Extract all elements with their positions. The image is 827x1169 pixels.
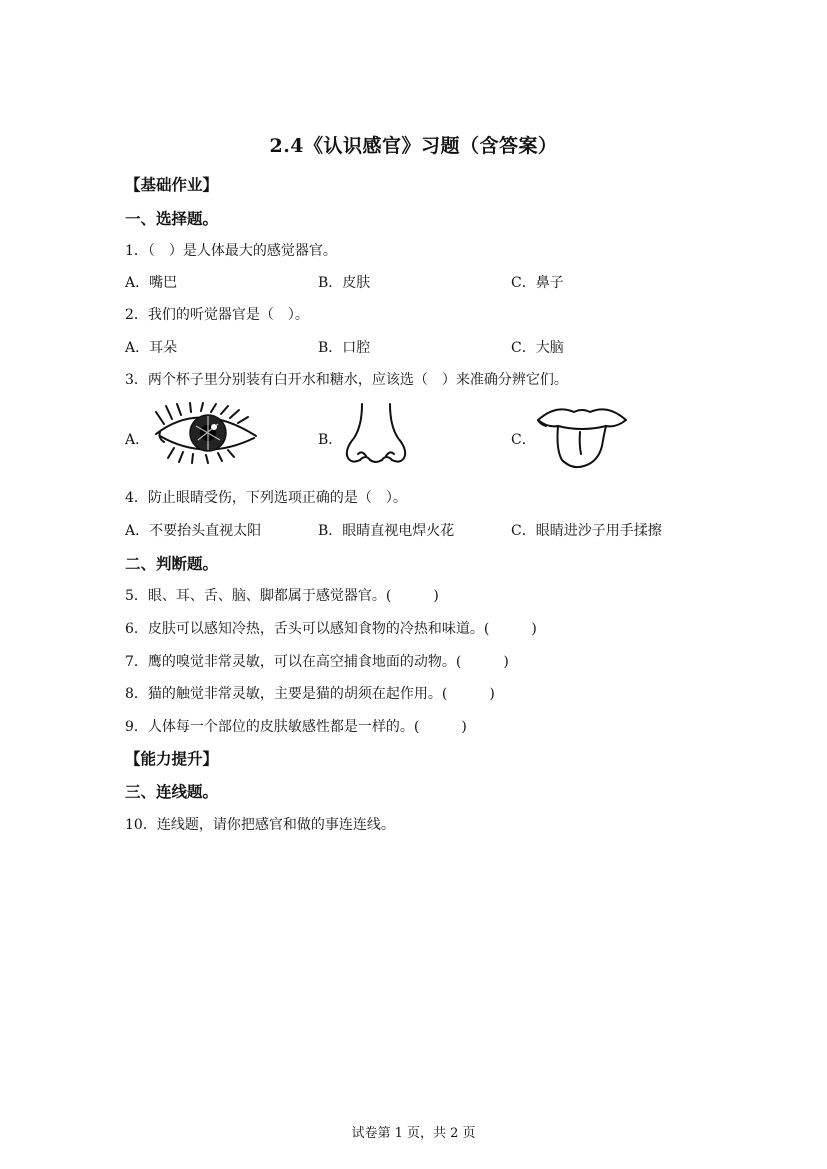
question-1-stem: 1．（ ）是人体最大的感觉器官。: [125, 243, 337, 259]
question-9: 9．人体每一个部位的皮肤敏感性都是一样的。( ): [125, 719, 467, 735]
part2-heading: 二、判断题。: [125, 554, 219, 573]
question-2-stem: 2．我们的听觉器官是（ ）。: [125, 307, 309, 323]
question-4-stem: 4．防止眼睛受伤，下列选项正确的是（ ）。: [125, 490, 407, 506]
question-3-option-b: B．: [318, 432, 343, 448]
question-2-option-b: B．口腔: [318, 340, 371, 356]
question-4-option-c: C．眼睛进沙子用手揉擦: [511, 523, 662, 539]
question-1-option-c: C．鼻子: [511, 275, 564, 291]
question-5: 5．眼、耳、舌、脑、脚都属于感觉器官。( ): [125, 588, 439, 604]
question-6: 6．皮肤可以感知冷热，舌头可以感知食物的冷热和味道。( ): [125, 621, 537, 637]
question-10: 10．连线题，请你把感官和做的事连连线。: [125, 817, 395, 833]
question-1-option-a: A．嘴巴: [125, 275, 178, 291]
section-advanced-heading: 【能力提升】: [125, 749, 219, 768]
part3-heading: 三、连线题。: [125, 782, 219, 801]
question-2-option-c: C．大脑: [511, 340, 564, 356]
question-4-option-a: A．不要抬头直视太阳: [125, 523, 262, 539]
question-1-option-b: B．皮肤: [318, 275, 371, 291]
question-2-option-a: A．耳朵: [125, 340, 178, 356]
section-basic-heading: 【基础作业】: [125, 175, 219, 194]
question-3-option-c: C．: [511, 432, 536, 448]
question-4-option-b: B．眼睛直视电焊火花: [318, 523, 455, 539]
nose-icon: [340, 402, 412, 468]
tongue-icon: [534, 402, 630, 470]
question-8: 8．猫的触觉非常灵敏，主要是猫的胡须在起作用。( ): [125, 686, 495, 702]
question-3-option-a: A．: [125, 432, 150, 448]
question-3-stem: 3．两个杯子里分别装有白开水和糖水，应该选（ ）来准确分辨它们。: [125, 372, 568, 388]
eye-icon: [150, 402, 262, 464]
page-footer: 试卷第 1 页，共 2 页: [351, 1126, 476, 1141]
question-7: 7．鹰的嗅觉非常灵敏，可以在高空捕食地面的动物。( ): [125, 654, 509, 670]
document-title: 2.4《认识感官》习题（含答案）: [269, 135, 558, 157]
part1-heading: 一、选择题。: [125, 209, 219, 228]
